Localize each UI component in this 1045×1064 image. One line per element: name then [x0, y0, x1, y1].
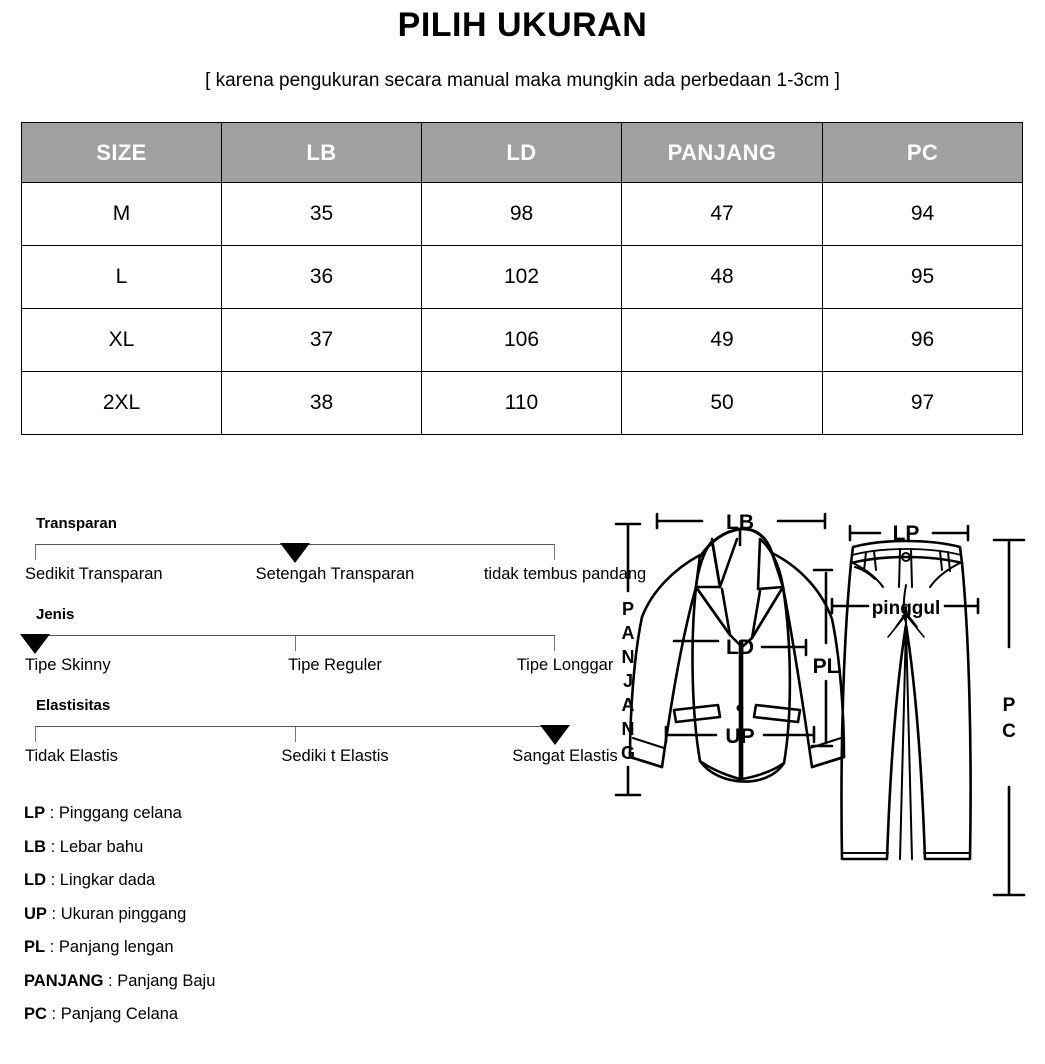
legend-sep: :	[46, 837, 60, 856]
page-subtitle: [ karena pengukuran secara manual maka mungkin ada perbedaan 1-3cm ]	[205, 70, 840, 91]
scale-label-option: Setengah Transparan	[255, 565, 415, 583]
cell-panjang: 49	[622, 309, 823, 372]
legend-meaning: Panjang Celana	[60, 1005, 179, 1023]
scale-title-transparan: Transparan	[36, 515, 117, 532]
legend-abbr: LB	[24, 837, 46, 856]
scale-transparan	[25, 515, 647, 606]
scale-bar-elastisitas	[35, 726, 555, 742]
garment-diagram-svg	[600, 495, 1045, 935]
scale-label-option: Tipe Longgar	[516, 656, 614, 674]
cell-lb: 37	[222, 309, 422, 372]
page-title: PILIH UKURAN	[397, 6, 648, 44]
scale-tick-mid	[295, 727, 296, 742]
legend-abbr: PL	[24, 938, 46, 956]
legend-sep: :	[45, 804, 59, 822]
scale-label-option: Tipe Reguler	[288, 656, 382, 674]
scale-label-option: Tipe Skinny	[25, 656, 111, 674]
legend-meaning: Panjang Baju	[117, 971, 216, 990]
scale-label-option: tidak tembus pandang	[483, 565, 647, 583]
legend-meaning: Lingkar dada	[59, 871, 156, 889]
cell-ld: 102	[422, 246, 622, 309]
list-item	[24, 898, 215, 932]
scale-marker-triangle-icon	[540, 725, 570, 745]
size-chart-table	[21, 122, 1023, 435]
dimension-label-pc: P C	[1002, 695, 1016, 742]
column-header-ld: LD	[422, 123, 622, 183]
cell-pc: 95	[823, 246, 1023, 309]
dimension-label-pl: PL	[812, 655, 840, 678]
dimension-label-lb: LB	[726, 511, 754, 534]
scale-label-option: Tidak Elastis	[25, 747, 118, 765]
scale-tick-right	[554, 545, 555, 560]
cell-lb: 38	[222, 372, 422, 435]
scale-jenis	[25, 606, 614, 697]
scale-label-option: Sangat Elastis	[512, 747, 618, 765]
scale-tick-left	[35, 727, 36, 742]
list-item	[24, 965, 215, 999]
legend-meaning: Ukuran pinggang	[60, 904, 187, 923]
cell-pc: 96	[823, 309, 1023, 372]
table-header-row	[22, 123, 1023, 183]
table-row	[22, 246, 1023, 309]
legend-abbr: PANJANG	[24, 971, 104, 990]
dimension-label-panjang: P A N J A N G	[620, 599, 636, 763]
cell-panjang: 50	[622, 372, 823, 435]
scale-tick-mid	[295, 636, 296, 651]
cell-lb: 35	[222, 183, 422, 246]
scale-elastisitas	[25, 697, 618, 788]
cell-panjang: 47	[622, 183, 823, 246]
legend-meaning: Panjang lengan	[58, 938, 174, 956]
abbreviation-legend	[24, 797, 215, 1032]
scale-label-option: Sedikit Transparan	[25, 565, 163, 583]
scale-marker-triangle-icon	[20, 634, 50, 654]
scale-bar-jenis	[35, 635, 555, 651]
list-item	[24, 831, 215, 865]
legend-abbr: LP	[24, 804, 46, 822]
trousers-illustration	[841, 541, 970, 859]
cell-panjang: 48	[622, 246, 823, 309]
list-item	[24, 797, 215, 831]
cell-size: 2XL	[22, 372, 222, 435]
legend-sep: :	[46, 1005, 61, 1023]
legend-sep: :	[103, 971, 118, 990]
cell-pc: 94	[823, 183, 1023, 246]
legend-abbr: LD	[24, 871, 46, 889]
legend-meaning: Pinggang celana	[58, 804, 182, 822]
cell-ld: 110	[422, 372, 622, 435]
cell-ld: 98	[422, 183, 622, 246]
scale-marker-triangle-icon	[280, 543, 310, 563]
list-item	[24, 998, 215, 1032]
legend-abbr: PC	[24, 1005, 47, 1023]
dimension-label-ld: LD	[726, 636, 754, 659]
cell-size: L	[22, 246, 222, 309]
dimension-label-pinggul: pinggul	[871, 598, 941, 619]
scale-title-elastisitas: Elastisitas	[36, 697, 111, 714]
scale-label-option: Sediki t Elastis	[281, 747, 389, 765]
cell-lb: 36	[222, 246, 422, 309]
legend-sep: :	[45, 938, 59, 956]
dimension-label-up: UP	[725, 725, 755, 748]
cell-size: XL	[22, 309, 222, 372]
scale-tick-left	[35, 545, 36, 560]
column-header-lb: LB	[222, 123, 422, 183]
legend-abbr: UP	[24, 904, 47, 923]
column-header-pc: PC	[823, 123, 1023, 183]
scale-title-jenis: Jenis	[36, 606, 75, 623]
list-item	[24, 931, 215, 965]
cell-size: M	[22, 183, 222, 246]
legend-sep: :	[46, 871, 60, 889]
scale-tick-right	[554, 636, 555, 651]
legend-meaning: Lebar bahu	[59, 837, 144, 856]
column-header-panjang: PANJANG	[622, 123, 823, 183]
list-item	[24, 864, 215, 898]
legend-sep: :	[46, 904, 61, 923]
cell-ld: 106	[422, 309, 622, 372]
table-row	[22, 309, 1023, 372]
table-row	[22, 183, 1023, 246]
garment-diagrams	[600, 495, 1045, 935]
dimension-pc	[994, 540, 1024, 895]
scale-bar-transparan	[35, 544, 555, 560]
table-row	[22, 372, 1023, 435]
dimension-label-lp: LP	[892, 522, 920, 545]
cell-pc: 97	[823, 372, 1023, 435]
column-header-size: SIZE	[22, 123, 222, 183]
